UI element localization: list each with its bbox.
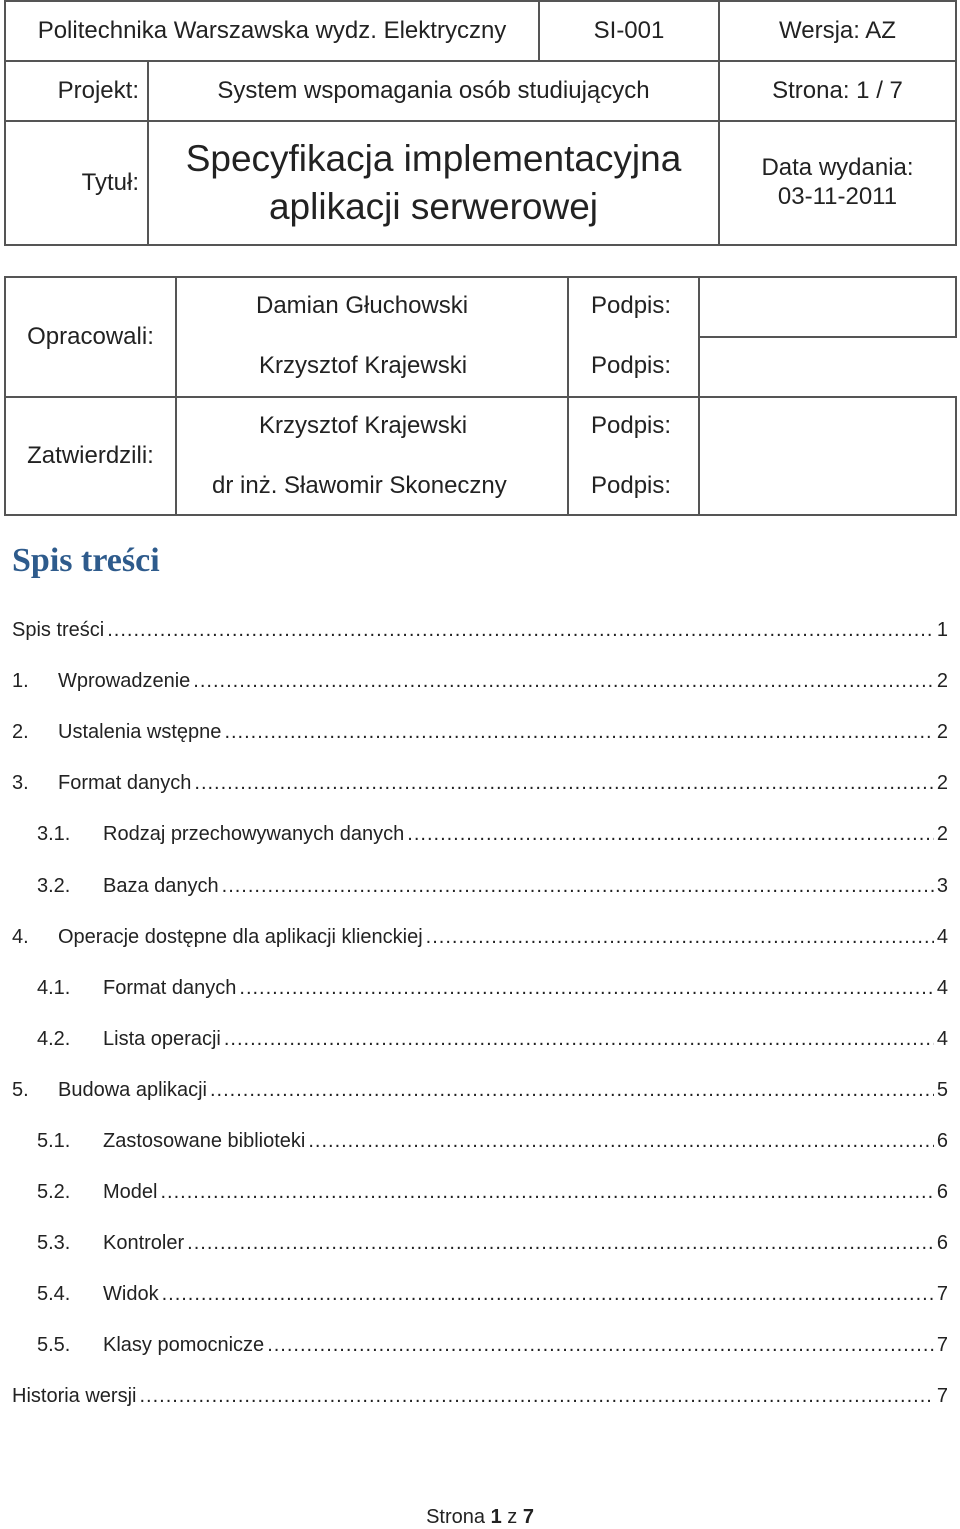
toc-entry-page: 2 xyxy=(936,823,948,846)
signature-label-4: Podpis: xyxy=(591,472,672,499)
toc-entry-number: 5.1. xyxy=(37,1129,71,1152)
toc-entry-title: Ustalenia wstępne xyxy=(58,721,222,744)
toc-entry-title: Historia wersji xyxy=(12,1385,137,1408)
toc-entry-title: Kontroler xyxy=(103,1232,185,1255)
toc-entry-title: Operacje dostępne dla aplikacji klienckiej xyxy=(58,925,423,948)
document-title-line1: Specyfikacja implementacyjna xyxy=(185,137,682,179)
toc-entry-number: 5.4. xyxy=(37,1283,71,1306)
footer-prefix: Strona xyxy=(426,1506,485,1528)
toc-entry-number: 5.5. xyxy=(37,1334,71,1357)
approved-name-1: Krzysztof Krajewski xyxy=(259,412,468,439)
toc-entry-title: Rodzaj przechowywanych danych xyxy=(103,823,405,846)
toc-entry-page: 4 xyxy=(936,1027,948,1050)
toc-entry[interactable] xyxy=(12,963,948,1014)
toc-entry-title: Model xyxy=(103,1181,158,1204)
toc-entry-title: Wprowadzenie xyxy=(58,670,191,693)
toc-entry[interactable] xyxy=(12,1320,948,1371)
toc-entry[interactable] xyxy=(12,809,948,860)
toc-entry-title: Klasy pomocnicze xyxy=(103,1334,265,1357)
document-title-line2: aplikacji serwerowej xyxy=(268,186,598,227)
toc-entry-title: Baza danych xyxy=(103,874,219,897)
toc-entry-page: 7 xyxy=(936,1283,948,1306)
toc-entry[interactable] xyxy=(12,1269,948,1320)
toc-leader-dots xyxy=(160,1181,933,1204)
project-label-cell xyxy=(4,60,149,122)
institution-cell xyxy=(4,0,540,62)
toc-entry-number: 5.3. xyxy=(37,1232,71,1255)
institution-name: Politechnika Warszawska wydz. Elektryczny xyxy=(37,16,507,44)
toc-entry-number: 3. xyxy=(12,772,29,795)
toc-entry-title: Zastosowane biblioteki xyxy=(103,1129,306,1152)
toc-entry[interactable] xyxy=(12,1218,948,1269)
version: Wersja: AZ xyxy=(779,16,896,44)
title-label: Tytuł: xyxy=(81,168,139,196)
project-name-cell xyxy=(147,60,720,122)
toc-entry[interactable] xyxy=(12,707,948,758)
blank-cell-3 xyxy=(698,396,957,516)
toc-entry-title: Widok xyxy=(103,1283,159,1306)
toc-entry-title: Budowa aplikacji xyxy=(58,1078,207,1101)
toc-entry-number: 5. xyxy=(12,1078,29,1101)
toc-leader-dots xyxy=(210,1079,934,1102)
authors-table xyxy=(4,276,957,516)
approved-label: Zatwierdzili: xyxy=(27,442,154,469)
footer-current-page: 1 xyxy=(490,1506,502,1528)
prepared-name-1: Damian Głuchowski xyxy=(256,292,469,319)
toc-entry-number: 4.2. xyxy=(37,1027,71,1050)
toc-entry-number: 4. xyxy=(12,925,29,948)
toc-entry-number: 5.2. xyxy=(37,1181,71,1204)
toc-entry-title: Format danych xyxy=(103,976,237,999)
toc-entry[interactable] xyxy=(12,758,948,809)
toc-leader-dots xyxy=(407,823,934,846)
signature-label-1: Podpis: xyxy=(591,292,672,319)
page-footer xyxy=(0,1506,960,1529)
toc-list xyxy=(12,605,948,1423)
toc-entry[interactable] xyxy=(12,1065,948,1116)
toc-entry-title: Lista operacji xyxy=(103,1027,221,1050)
toc-entry-page: 2 xyxy=(936,670,948,693)
toc-leader-dots xyxy=(222,875,934,898)
footer-separator: z xyxy=(507,1506,518,1528)
toc-leader-dots xyxy=(187,1232,934,1255)
prepared-label: Opracowali: xyxy=(27,323,154,350)
toc-entry-page: 5 xyxy=(936,1078,948,1101)
date-label: Data wydania: xyxy=(761,154,914,182)
project-label: Projekt: xyxy=(57,76,139,104)
title-cell xyxy=(147,120,720,246)
toc-entry-title: Spis treści xyxy=(12,619,105,642)
toc-entry[interactable] xyxy=(12,1167,948,1218)
toc-entry-page: 6 xyxy=(936,1232,948,1255)
toc-entry-number: 1. xyxy=(12,670,29,693)
toc-entry-number: 2. xyxy=(12,721,29,744)
blank-cell-1 xyxy=(698,276,957,338)
date-value: 03-11-2011 xyxy=(777,183,898,210)
toc-leader-dots xyxy=(194,772,933,795)
toc-entry[interactable] xyxy=(12,912,948,963)
title-label-cell xyxy=(4,120,149,246)
toc-leader-dots xyxy=(193,670,934,693)
toc-heading: Spis treści xyxy=(12,542,160,579)
version-cell xyxy=(718,0,957,62)
toc-entry-page: 7 xyxy=(936,1385,948,1408)
toc-leader-dots xyxy=(162,1283,934,1306)
toc-entry-number: 3.1. xyxy=(37,823,71,846)
toc-leader-dots xyxy=(224,1028,934,1051)
toc-entry-page: 6 xyxy=(936,1129,948,1152)
toc-entry-page: 4 xyxy=(936,976,948,999)
footer-total-pages: 7 xyxy=(522,1506,534,1528)
toc-leader-dots xyxy=(267,1334,934,1357)
toc-entry-number: 3.2. xyxy=(37,874,71,897)
toc-entry-page: 4 xyxy=(936,925,948,948)
toc-entry[interactable] xyxy=(12,1371,948,1422)
approved-name-2: dr inż. Sławomir Skoneczny xyxy=(212,472,507,499)
toc-entry-page: 7 xyxy=(936,1334,948,1357)
blank-cell-2 xyxy=(698,336,957,398)
prepared-label-cell xyxy=(4,276,177,398)
toc-leader-dots xyxy=(224,721,933,744)
toc-entry[interactable] xyxy=(12,860,948,911)
toc-leader-dots xyxy=(308,1130,934,1153)
toc-entry[interactable] xyxy=(12,1116,948,1167)
doc-id: SI-001 xyxy=(593,16,665,44)
toc-entry[interactable] xyxy=(12,656,948,707)
approved-label-cell xyxy=(4,396,177,516)
toc-entry[interactable] xyxy=(12,1014,948,1065)
signature-label-2: Podpis: xyxy=(591,352,672,379)
toc-leader-dots xyxy=(139,1385,933,1408)
toc-entry-page: 2 xyxy=(936,772,948,795)
doc-id-cell xyxy=(538,0,720,62)
page-info-cell xyxy=(718,60,957,122)
toc-entry-page: 2 xyxy=(936,721,948,744)
toc-leader-dots xyxy=(107,619,934,642)
toc-entry-number: 4.1. xyxy=(37,976,71,999)
project-name: System wspomagania osób studiujących xyxy=(217,76,650,104)
toc-entry-page: 1 xyxy=(936,619,948,642)
signature-label-3: Podpis: xyxy=(591,412,672,439)
toc-leader-dots xyxy=(239,977,933,1000)
toc-entry[interactable] xyxy=(12,605,948,656)
page-info: Strona: 1 / 7 xyxy=(772,76,903,104)
toc-entry-page: 3 xyxy=(936,874,948,897)
document-header-table xyxy=(4,0,957,246)
prepared-name-2: Krzysztof Krajewski xyxy=(259,352,468,379)
date-cell xyxy=(718,120,957,246)
toc-entry-title: Format danych xyxy=(58,772,192,795)
toc-entry-page: 6 xyxy=(936,1181,948,1204)
toc-leader-dots xyxy=(426,926,934,949)
